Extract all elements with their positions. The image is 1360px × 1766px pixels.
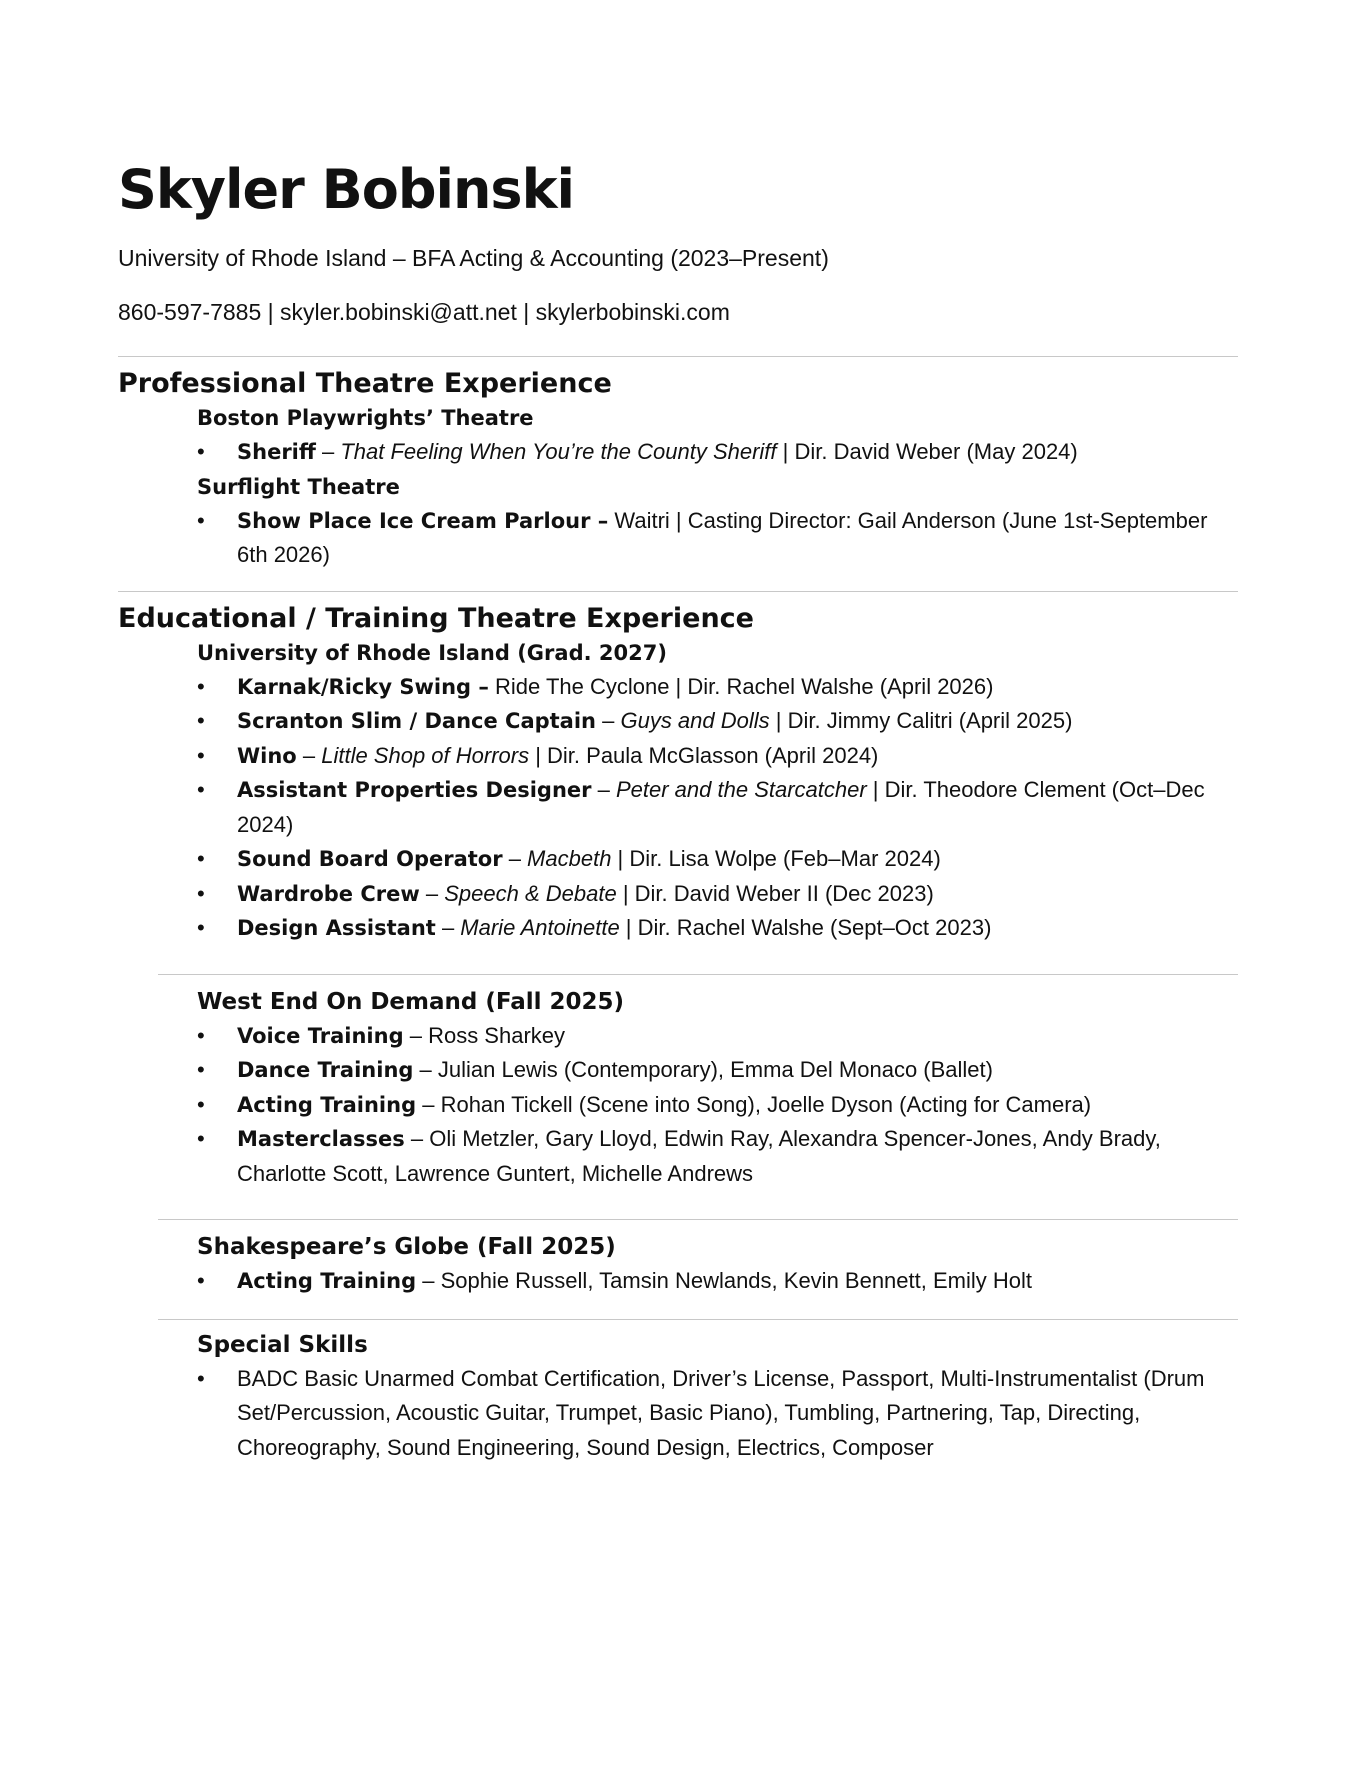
show-title: Speech & Debate bbox=[444, 880, 617, 906]
list-item bbox=[197, 1088, 1238, 1123]
separator: – bbox=[419, 880, 445, 906]
list-item bbox=[197, 877, 1238, 912]
show-title: That Feeling When You’re the County Sheriff bbox=[340, 439, 777, 464]
credit-list bbox=[118, 435, 1238, 470]
org-name: University of Rhode Island (Grad. 2027) bbox=[197, 640, 667, 665]
credit-detail: Waitri | Casting Director: Gail Anderson (June 1st-September 6th 2026) bbox=[237, 507, 1208, 567]
training-detail: – Ross Sharkey bbox=[403, 1022, 566, 1048]
role: Sound Board Operator bbox=[237, 847, 503, 871]
role: Assistant Properties Designer bbox=[237, 778, 592, 802]
globe-section bbox=[118, 1230, 1238, 1299]
role: Design Assistant bbox=[237, 916, 436, 940]
credit-detail: | Dir. David Weber (May 2024) bbox=[776, 439, 1078, 464]
section-title: Educational / Training Theatre Experience bbox=[118, 602, 754, 634]
divider bbox=[158, 974, 1238, 975]
subsection-title: Special Skills bbox=[197, 1331, 368, 1358]
separator: – bbox=[502, 846, 528, 871]
show-title: Little Shop of Horrors bbox=[321, 742, 530, 768]
credit-detail: | Dir. Jimmy Calitri (April 2025) bbox=[769, 708, 1073, 733]
west-end-section bbox=[118, 985, 1238, 1192]
role: Sheriff bbox=[237, 440, 316, 464]
education-line: University of Rhode Island – BFA Acting & Accounting (2023–Present) bbox=[118, 245, 829, 271]
separator: – bbox=[596, 708, 621, 733]
training-list bbox=[118, 1264, 1238, 1299]
list-item bbox=[197, 670, 1238, 705]
list-item bbox=[197, 1019, 1238, 1054]
credit-list bbox=[118, 504, 1238, 573]
divider bbox=[158, 1319, 1238, 1320]
training-label: Acting Training bbox=[237, 1269, 417, 1293]
org-name: Surflight Theatre bbox=[197, 474, 400, 499]
show-title: Guys and Dolls bbox=[620, 708, 770, 733]
training-list bbox=[118, 1019, 1238, 1192]
credit-detail: | Dir. David Weber II (Dec 2023) bbox=[616, 880, 934, 906]
divider bbox=[118, 591, 1238, 592]
skills-section bbox=[118, 1328, 1238, 1466]
credit-detail: | Dir. Rachel Walshe (Sept–Oct 2023) bbox=[619, 915, 992, 940]
separator: – bbox=[591, 777, 616, 802]
list-item bbox=[197, 1264, 1238, 1299]
list-item bbox=[197, 773, 1238, 842]
list-item bbox=[197, 704, 1238, 739]
training-label: Acting Training bbox=[237, 1092, 417, 1117]
training-detail: – Rohan Tickell (Scene into Song), Joelle Dyson (Acting for Camera) bbox=[416, 1091, 1092, 1117]
section-title: Professional Theatre Experience bbox=[118, 368, 612, 399]
training-label: Dance Training bbox=[237, 1058, 414, 1082]
resume-page bbox=[118, 158, 1238, 1465]
list-item bbox=[197, 739, 1238, 774]
role: Scranton Slim / Dance Captain bbox=[237, 709, 596, 733]
org-name: Boston Playwrights’ Theatre bbox=[197, 406, 534, 430]
contact-line: 860-597-7885 | skyler.bobinski@att.net | skylerbobinski.com bbox=[118, 299, 730, 325]
show-title: Macbeth bbox=[527, 846, 612, 871]
training-detail: – Julian Lewis (Contemporary), Emma Del Monaco (Ballet) bbox=[413, 1057, 993, 1082]
separator: – bbox=[315, 439, 341, 464]
list-item bbox=[197, 842, 1238, 877]
credit-list bbox=[118, 670, 1238, 946]
subsection-title: Shakespeare’s Globe (Fall 2025) bbox=[197, 1234, 616, 1260]
role: Karnak/Ricky Swing – bbox=[237, 674, 489, 699]
training-label: Masterclasses bbox=[237, 1127, 405, 1151]
credit-detail: | Dir. Paula McGlasson (April 2024) bbox=[529, 742, 879, 768]
professional-section bbox=[118, 367, 1238, 573]
list-item bbox=[197, 435, 1238, 470]
divider bbox=[158, 1219, 1238, 1220]
skills-list bbox=[118, 1362, 1238, 1466]
separator: – bbox=[296, 742, 322, 768]
training-label: Voice Training bbox=[237, 1023, 404, 1048]
list-item: • BADC Basic Unarmed Combat Certification, Driver’s License, Passport, Multi-Instrumentalist (Drum Set/Percussion, Acoustic Guitar, Trumpet, Basic Piano), Tumbling, Partnering, Tap, Directing, Choreography, Sound Engineering, Sound Design, Electrics, Composer bbox=[197, 1362, 1238, 1466]
show-title: Peter and the Starcatcher bbox=[615, 777, 867, 802]
list-item bbox=[197, 1053, 1238, 1088]
role: Show Place Ice Cream Parlour – bbox=[237, 508, 609, 533]
separator: – bbox=[435, 915, 461, 940]
credit-detail: | Dir. Theodore Clement (Oct–Dec 2024) bbox=[237, 777, 1205, 837]
list-item bbox=[197, 911, 1238, 946]
training-detail: – Sophie Russell, Tamsin Newlands, Kevin Bennett, Emily Holt bbox=[416, 1268, 1032, 1293]
training-detail: – Oli Metzler, Gary Lloyd, Edwin Ray, Alexandra Spencer-Jones, Andy Brady, Charlotte Scott, Lawrence Guntert, Michelle Andrews bbox=[237, 1126, 1161, 1186]
role: Wardrobe Crew bbox=[237, 881, 420, 906]
subsection-title: West End On Demand (Fall 2025) bbox=[197, 988, 625, 1015]
role: Wino bbox=[237, 743, 297, 768]
credit-detail: | Dir. Lisa Wolpe (Feb–Mar 2024) bbox=[611, 846, 941, 871]
candidate-name: Skyler Bobinski bbox=[118, 158, 574, 221]
list-item bbox=[197, 1122, 1238, 1191]
list-item bbox=[197, 504, 1238, 573]
show-title: Marie Antoinette bbox=[460, 915, 620, 940]
credit-detail: Ride The Cyclone | Dir. Rachel Walshe (April 2026) bbox=[494, 673, 994, 699]
divider bbox=[118, 356, 1238, 357]
educational-section bbox=[118, 602, 1238, 946]
